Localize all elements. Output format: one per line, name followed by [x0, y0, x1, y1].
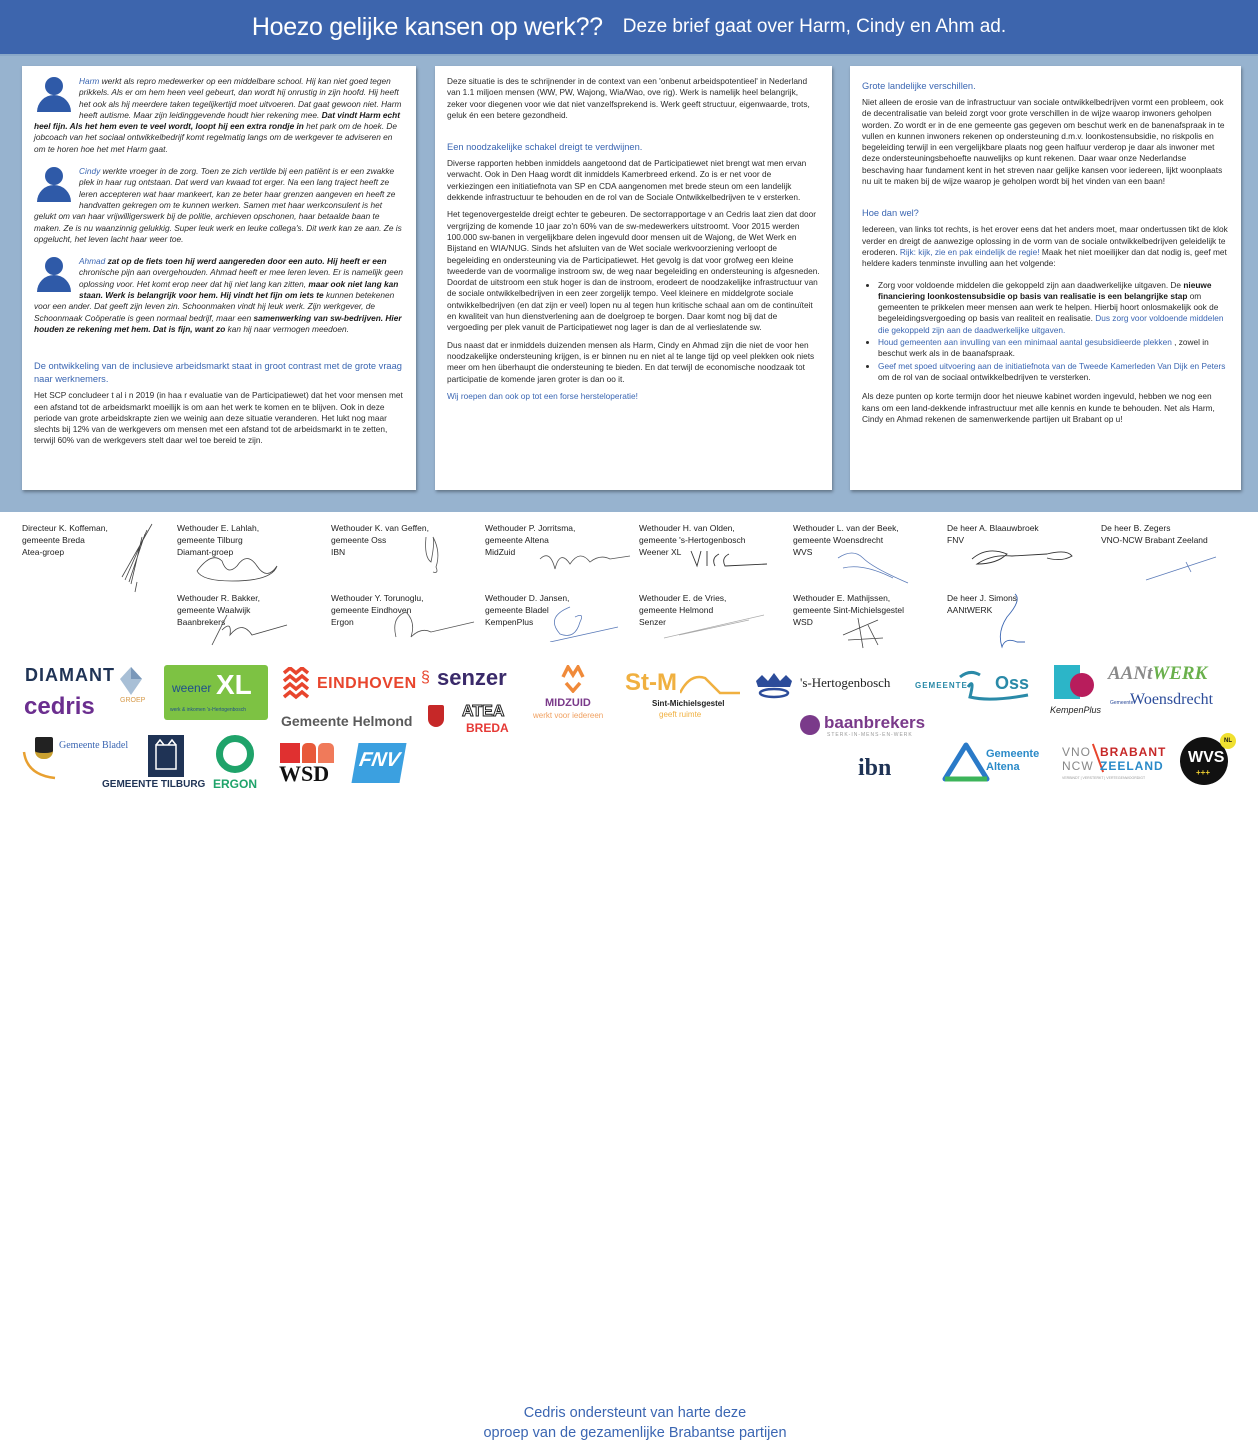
signatory-company: Ergon — [331, 617, 354, 627]
story-text: het park om de hoek. De jobcoach van het sociaal ontwikkelbedrijf komt regelmatig langs om de werkgever te adviseren en om te horen hoe het met Harm gaat. — [34, 121, 398, 154]
signatory-company: Weener XL — [639, 547, 682, 557]
logo-text: WERK — [1152, 663, 1208, 684]
signatory-org: gemeente Sint-Michielsgestel — [793, 605, 905, 615]
column-context — [435, 66, 832, 490]
signatory-company: Senzer — [639, 617, 666, 627]
list-item — [878, 361, 1229, 384]
signatory — [177, 592, 327, 628]
signatory — [1101, 522, 1251, 546]
signature-icon — [689, 546, 769, 571]
logo-wsd: WSD — [279, 761, 330, 786]
text: Maak het niet moeilijker dan dat nodig is, geef met heldere kaders tenminste invulling aan het volgende: — [862, 246, 1227, 269]
logo-vno-ncw — [1062, 745, 1094, 773]
text: Zorg voor voldoende middelen die gekoppeld zijn aan daadwerkelijke uitgaven. De — [878, 279, 1184, 290]
signatory — [639, 522, 789, 558]
logo-baanbrekers-sub: STERK-IN-MENS-EN-WERK — [827, 732, 913, 738]
logo-diamant: DIAMANT — [25, 665, 115, 685]
page-title: Hoezo gelijke kansen op werk?? — [251, 12, 603, 41]
logo-ergon: ERGON — [213, 777, 258, 791]
stm-curve-icon — [680, 673, 740, 695]
logo-woensdrecht-pre: Gemeente — [1110, 700, 1134, 706]
person-icon — [34, 77, 74, 113]
list-item — [878, 280, 1229, 336]
logo-atea: ATEA — [462, 703, 505, 720]
signature-icon — [838, 610, 888, 650]
signatory-company: Atea-groep — [22, 547, 65, 557]
wvs-nl-badge: NL — [1220, 733, 1236, 749]
logo-stm: St-M — [625, 669, 677, 696]
logo-text: Gemeente — [986, 748, 1040, 760]
story-bold-text: zat op de fiets toen hij werd aangereden door een auto. Hij heeft er een — [105, 256, 387, 267]
support-line: Cedris ondersteunt van harte deze — [523, 1405, 747, 1421]
signatory — [22, 522, 172, 558]
signatory — [331, 592, 481, 628]
highlight-text: Dus zorg voor voldoende middelen die gekoppeld zijn aan de daadwerkelijke uitgaven. — [878, 313, 1224, 335]
logo-text: VNO — [1062, 745, 1092, 759]
logo-hertogenbosch: 's-Hertogenbosch — [800, 675, 891, 690]
story-text: kunnen betekenen voor een ander. Dat geeft zijn leven zin. Schoonmaken vindt hij leuk werk. Zijn werkgever, de Schoonmaak Coöperatie is geen normaal bedrijf, maar een — [34, 290, 395, 323]
logo-text: NCW — [1062, 759, 1094, 773]
story-text: werkt als repro medewerker op een middelbare school. Hij kan niet goed tegen prikkels. Als er om hem heen veel gebeurt, dan wordt hij onrustig in zijn hoofd. Hij heeft het ook als hij meerdere taken tegelijkertijd moet uitvoeren. Dat gaat gewoon niet. Harm heeft autisme. Maar zijn leidinggevende houdt hier rekening mee. — [79, 76, 402, 120]
demands-list — [874, 280, 1229, 384]
person-name: Ahmad — [79, 256, 106, 267]
signatory-company: WVS — [793, 547, 813, 557]
story-bold-text: maar ook niet lang kan staan. Werk is belangrijk voor hem. Hij vindt het fijn om iets te — [79, 278, 399, 301]
support-statement — [470, 1403, 800, 1443]
logo-weener-xl — [164, 665, 268, 720]
signature-icon — [987, 592, 1027, 650]
signatory-title: Wethouder D. Jansen, — [485, 593, 570, 603]
highlight-text: Geef met spoed uitvoering aan de initiatiefnota van de Tweede Kamerleden Van Dijk en Peters — [878, 360, 1226, 371]
signatory — [947, 522, 1097, 546]
signatory-org: gemeente Woensdrecht — [793, 535, 884, 545]
logo-vno-sub: VERBINDT | VERSTERKT | VERTEGENWOORDIGT — [1062, 776, 1146, 780]
signature-icon — [540, 602, 620, 642]
paragraph: Als deze punten op korte termijn door het nieuwe kabinet worden ingevuld, hebben we nog een kans om een land-dekkende infrastructuur met alle kennis en kunde te behouden. Net als Harm, Cindy en Ahmad rekenen de samenwerkende partijen uit Brabant op u! — [862, 391, 1215, 424]
logo-helmond: Gemeente Helmond — [281, 713, 413, 729]
page-header — [0, 0, 1258, 56]
logo-eindhoven: EINDHOVEN — [317, 675, 417, 692]
signatory-title: De heer B. Zegers — [1101, 523, 1171, 533]
page-subtitle: Deze brief gaat over Harm, Cindy en Ahm ad. — [622, 16, 1007, 37]
story-bold-text: samenwerking van sw-bedrijven. Hier houden ze rekening met hem. Dat is fijn, want zo — [34, 312, 402, 334]
signatory-title: Wethouder E. Lahlah, — [177, 523, 260, 533]
signatory-title: Wethouder Y. Torunoglu, — [331, 593, 424, 603]
signatory-company: WSD — [793, 617, 813, 627]
story-text: chronische pijn aan overgehouden. Ahmad heeft er mee leren leven. Er is namelijk geen oplossing voor. Het komt erop neer dat hij niet lang kan zitten, — [79, 267, 403, 289]
logo-atea-breda: BREDA — [466, 721, 509, 735]
paragraph — [862, 224, 1229, 269]
text: Iedereen, van links tot rechts, is het erover eens dat het anders moet, maar ondertussen tikt de klok verder en dreigt de aanwezige oplossing in de vorm van de sociale ontwikkelbedrijven geleidelijk te eroderen. — [862, 224, 1228, 257]
signatory — [331, 522, 481, 558]
signatory-org: gemeente Waalwijk — [177, 605, 251, 615]
midzuid-icon — [560, 665, 586, 693]
signature-icon — [202, 610, 292, 650]
logo-text: XL — [216, 669, 252, 700]
logo-woensdrecht: Woensdrecht — [1130, 691, 1214, 708]
paragraph: Dus naast dat er inmiddels duizenden mensen als Harm, Cindy en Ahmad zijn die niet de voor hen noodzakelijke ondersteuning krijgen, is er binnen nu en niet al te lange tijd op veel plekken ook niets meer om hen überhaupt die ondersteuning te bieden. En dat terwijl de economische noodzaak tot participatie de komende jaren groter is dan oo it. — [447, 339, 815, 384]
logo-oss: Oss — [995, 673, 1030, 693]
signatory-org: gemeente Breda — [22, 535, 85, 545]
signatory-title: De heer J. Simons — [947, 593, 1017, 603]
logo-text: werk & inkomen 's-Hertogenbosch — [170, 707, 246, 713]
logo-brabant-zeeland — [1100, 745, 1166, 773]
logo-altena — [986, 748, 1039, 774]
signature-icon — [1141, 552, 1221, 582]
paragraph: Niet alleen de erosie van de infrastructuur van sociale ontwikkelbedrijven vormt een probleem, ook de decentralisatie van beleid zorgt voor grote verschillen in de wijze waarop inwoners geholpen worden. Zo wordt er in de ene gemeente gas gegeven om beschut werk en de banenafspraak in te vullen en kunnen inwoners rekenen op ondersteuning d.m.v. loonkostensubsidie, no riskpolis en begeleiding terwijl in een vergelijkbare plaats nog geen halfuur verderop je daar als inwoner met deze ondersteuningsbehoefte nauwelijks op kunt rekenen. Daar waar onze Nederlandse beschaving haar fundament kent in het streven naar gelijke kansen voor iedereen, lijkt woonplaats nu uit te maken bij de wijze waarop je geholpen wordt bij het vinden van een baan! — [862, 97, 1225, 187]
hertogenbosch-crown-icon — [752, 669, 796, 699]
signatory — [177, 522, 327, 558]
signatory — [947, 592, 1097, 616]
signature-icon — [117, 522, 157, 597]
logo-text: FNV — [357, 749, 402, 771]
paragraph: Diverse rapporten hebben inmiddels aangetoond dat de Participatiewet niet brengt wat men ervan verwacht. Ook in Den Haag wordt dit inmiddels Kamerbreed erkend. Zo is er net voor de verkiezingen een initiatiefnota van SP en CDA aangenomen met brede steun om een landelijk dekkende infrastructuur te behouden en de rol van de Sociale Ontwikkelbedrijven te v ersterken. — [447, 158, 807, 203]
bold-text: nieuwe financiering loonkostensubsidie op basis van realisatie is een belangrijke stap — [878, 279, 1212, 301]
kempenplus-bubble-icon — [1070, 673, 1094, 697]
signatory-company: MidZuid — [485, 547, 516, 557]
partner-logos — [0, 655, 1258, 1441]
signatory — [639, 592, 789, 628]
signatory — [485, 522, 635, 558]
signatory-title: Wethouder R. Bakker, — [177, 593, 260, 603]
logo-bladel: Gemeente Bladel — [59, 740, 129, 751]
paragraph: Deze situatie is des te schrijnender in de context van een 'onbenut arbeidspotentieel' in Nederland van 1.1 miljoen mensen (WW, PW, Wajong, Wia/Wao, ove rig). Werk is namelijk heel belangrijk, zeker voor diegenen voor wie dat niet vanzelfsprekend is. Werk geeft structuur, eigenwaarde, trots, geluk én een betere gezondheid. — [447, 76, 810, 120]
logo-senzer: senzer — [437, 665, 507, 690]
logo-aantwerk — [1108, 663, 1207, 685]
person-icon — [34, 257, 74, 293]
person-name: Harm — [79, 76, 100, 86]
signatory-org: gemeente 's-Hertogenbosch — [639, 535, 746, 545]
signatory-title: Wethouder K. van Geffen, — [331, 523, 429, 533]
signatory-org: gemeente Eindhoven — [331, 605, 412, 615]
story-ahmad — [34, 256, 404, 335]
logo-text: WVS — [1188, 749, 1225, 766]
signature-icon — [535, 544, 635, 574]
bladel-arc-icon — [22, 750, 57, 782]
signatory-org: gemeente Helmond — [639, 605, 714, 615]
tilburg-icon — [148, 735, 184, 777]
logo-text: BRABANT — [1100, 745, 1167, 759]
logo-midzuid: MIDZUID — [545, 697, 591, 709]
logo-ibn: ibn — [858, 755, 892, 781]
paragraph: Het tegenovergestelde dreigt echter te gebeuren. De sectorrapportage v an Cedris laat zien dat door vergrijzing de komende 10 jaar zo'n 60% van de sw-medewerkers uitstroomt. Voor 2015 werden 100.000 sw-banen in vergelijkbare delen ingevuld door mensen uit de Wajong, de Wet Werk en Bijstand en WIA/NUG. Sinds het afsluiten van de Wet sociale werkvoorziening verloopt de begeleiding en ondersteuning via de Participatiewet. Het gevolg is dat voor grofweg een kleine tweederde van de voormalige instroom sw, de weg naar begeleiding en ondersteuning is afgesneden. Doordat de uitstroom een stuk hoger is dan de instroom, erodeert de noodzakelijke infrastructuur van de sociale ontwikkelbedrijven in een zeer zorgelijk tempo. Veel kleinere en middelgrote sociale ontwikkelbedrijven (en dat zijn er veel) lopen nu al tegen hun kritische schaal aan om de continuïteit en kwaliteit van hun dienstverlening aan de doelgroep te borgen. Daar komt nog bij dat de vergoeding per plek vanuit de Participatiewet nog lager is dan de al verlieslatende sw. — [447, 209, 820, 333]
signatory-title: Directeur K. Koffeman, — [22, 523, 108, 533]
logo-oss-gemeente: GEMEENTE — [915, 681, 968, 690]
story-text: werkte vroeger in de zorg. Toen ze zich vertilde bij een patiënt is er een zwakke plek in haar rug ontstaan. Dat werd van kwaad tot erger. Na een lang traject heeft ze leren accepteren wat haar mankeert, kan ze beter haar grenzen aangeven en heeft ze handvatten gekregen om te kunnen werken. Samen met haar werkconsulent is het gelukt om van haar vrijwilligerswerk bij de politie, archieven opschonen, haar betaalde baan te maken. Ze is nu waanzinnig gelukkig. Super leuk werk en leuke collega's. Dit werk kan ze aan. Ze is opgelucht, het leven lacht haar weer toe. — [34, 166, 402, 244]
section-heading: Grote landelijke verschillen. — [862, 81, 976, 91]
logo-diamant-groep: GROEP — [120, 697, 146, 704]
signatory-org: gemeente Altena — [485, 535, 549, 545]
signature-icon — [421, 532, 446, 577]
signatories-section — [0, 512, 1258, 652]
signatory — [793, 522, 943, 558]
signatory-org: AANtWERK — [947, 605, 993, 615]
signature-icon — [386, 602, 476, 642]
logo-cedris: cedris — [24, 693, 95, 720]
senzer-icon: § — [421, 669, 430, 686]
signatory-company: IBN — [331, 547, 346, 557]
signatory-title: Wethouder E. de Vries, — [639, 593, 727, 603]
section-heading: Hoe dan wel? — [862, 208, 919, 219]
logo-kempenplus: KempenPlus — [1050, 705, 1102, 715]
logo-text: AANt — [1108, 663, 1153, 684]
baanbrekers-icon — [800, 715, 820, 735]
signatory-company: Baanbrekers — [177, 617, 226, 627]
fnv-icon — [351, 743, 406, 783]
signatory-title: De heer A. Blaauwbroek — [947, 523, 1039, 533]
story-bold-text: Dat vindt Harm echt heel fijn. Als het hem even te veel wordt, loopt hij een extra rondje in — [34, 109, 400, 132]
support-line: oproep van de gezamenlijke Brabantse partijen — [483, 1425, 787, 1441]
story-harm — [34, 76, 404, 155]
paragraph: Het SCP concludeer t al i n 2019 (in haa r evaluatie van de Participatiewet) dat het voor mensen met een afstand tot de arbeidsmarkt moeilijk is om aan het werk te komen en te blijven. Ook in deze periode van grote arbeidskrapte zien we weinig aan deze situatie veranderen. Het lukt nog maar slechts bij 12% van de werkgevers om mensen met een afstand tot de arbeidsmarkt in te zetten, terwijl 60% van de werkgevers stelt daar wel toe bereid te zijn. — [34, 390, 403, 446]
highlight-text: Houd gemeenten aan invulling van een minimaal aantal gesubsidieerde plekken — [878, 337, 1172, 348]
ergon-ring-icon — [216, 735, 254, 773]
signatory-org: gemeente Oss — [331, 535, 387, 545]
text: om gemeenten te prikkelen meer mensen aan werk te helpen. Hierbij hoort onlosmakelijk ook de begeleidingsvergoeding op basis van realiteit en realisatie. — [878, 290, 1219, 324]
story-cindy — [34, 166, 404, 245]
eindhoven-icon — [283, 667, 309, 701]
signature-icon — [659, 610, 769, 640]
wsd-icon — [280, 743, 336, 763]
column-personal-stories — [22, 66, 416, 490]
signature-icon — [967, 544, 1077, 569]
diamond-icon — [120, 667, 142, 695]
section-heading: De ontwikkeling van de inclusieve arbeidsmarkt staat in groot contrast met de grote vraag naar werknemers. — [34, 361, 402, 385]
highlight-text: Rijk: kijk, zie en pak eindelijk de regie! — [899, 246, 1040, 257]
altena-icon — [941, 741, 991, 785]
text: , zowel in beschut werk als in de baanafspraak. — [878, 337, 1209, 359]
breda-crest-icon — [428, 705, 444, 727]
signature-icon — [833, 548, 913, 588]
list-item — [878, 337, 1229, 360]
story-text: kan hij naar vermogen meedoen. — [225, 323, 349, 334]
section-heading: Een noodzakelijke schakel dreigt te verdwijnen. — [447, 142, 643, 153]
signatory — [485, 592, 635, 628]
logo-text: Altena — [986, 761, 1020, 773]
logo-stm-name: Sint-Michielsgestel — [652, 699, 725, 708]
signatory — [793, 592, 943, 628]
logo-text: ZEELAND — [1100, 759, 1164, 773]
signatory-org: FNV — [947, 535, 964, 545]
logo-stm-sub: geeft ruimte — [659, 710, 702, 719]
signatory-company: KempenPlus — [485, 617, 534, 627]
signatory-title: Wethouder E. Mathijssen, — [793, 593, 891, 603]
signatory-title: Wethouder P. Jorritsma, — [485, 523, 576, 533]
signatory-org: VNO-NCW Brabant Zeeland — [1101, 535, 1208, 545]
logo-baanbrekers: baanbrekers — [824, 713, 926, 732]
logo-tilburg: GEMEENTE TILBURG — [102, 779, 206, 790]
signatory-title: Wethouder L. van der Beek, — [793, 523, 899, 533]
person-icon — [34, 167, 74, 203]
signatory-org: gemeente Tilburg — [177, 535, 243, 545]
logo-text: weener — [172, 681, 212, 695]
column-demands — [850, 66, 1241, 490]
signature-icon — [192, 546, 282, 586]
person-name: Cindy — [79, 166, 101, 177]
text: om de rol van de sociaal ontwikkelbedrijven te versterken. — [878, 371, 1091, 382]
signatory-org: gemeente Bladel — [485, 605, 549, 615]
logo-text: +++ — [1196, 768, 1211, 777]
logo-midzuid-sub: werkt voor iedereen — [533, 711, 604, 720]
signatory-title: Wethouder H. van Olden, — [639, 523, 735, 533]
signatory-company: Diamant-groep — [177, 547, 234, 557]
callout: Wij roepen dan ook op tot een forse hersteloperatie! — [447, 390, 638, 401]
